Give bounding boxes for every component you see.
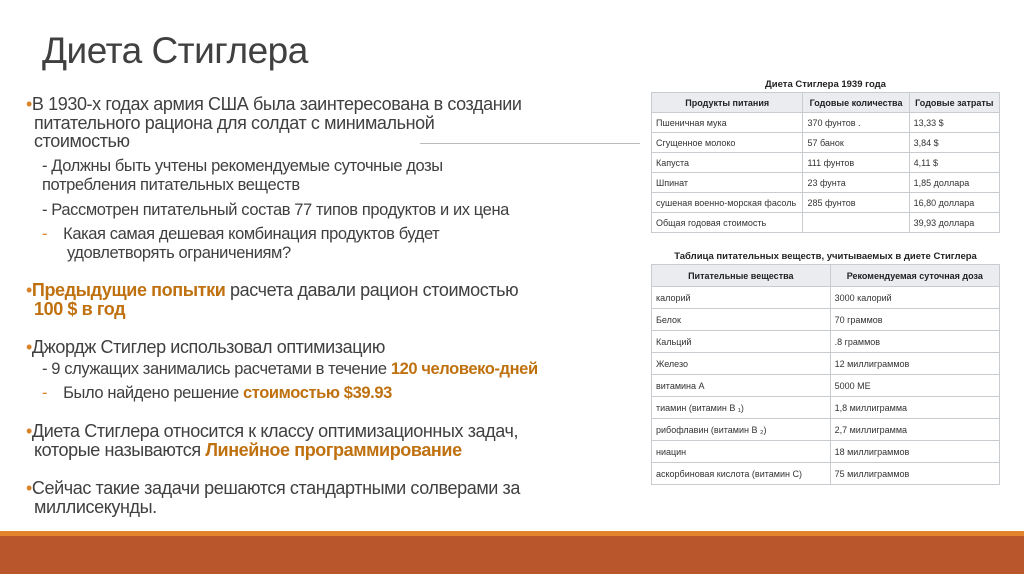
table-cell: Шпинат: [652, 173, 803, 193]
dash-icon: -: [42, 384, 48, 402]
table-row: [652, 133, 1000, 153]
column-header: Питательные вещества: [652, 265, 831, 287]
table-row: [652, 153, 1000, 173]
bullet-line: [34, 113, 434, 133]
text: миллисекунды.: [34, 497, 157, 517]
table-row: [652, 173, 1000, 193]
bullet-line: [42, 156, 443, 176]
table-row: [652, 441, 1000, 463]
table-cell: 70 граммов: [830, 309, 999, 331]
bullet-line: [34, 440, 462, 460]
text: удовлетворять ограничениям?: [67, 244, 291, 262]
table-cell: Железо: [652, 353, 831, 375]
bullet-item: [26, 94, 522, 114]
table-cell: 12 миллиграммов: [830, 353, 999, 375]
table-cell: 4,11 $: [909, 153, 999, 173]
text: - Должны быть учтены рекомендуемые суточные дозы: [42, 157, 443, 175]
text: стоимостью: [34, 131, 130, 151]
table-cell: 370 фунтов .: [803, 113, 909, 133]
bullet-item: [26, 337, 385, 357]
table-cell: витамина А: [652, 375, 831, 397]
text: В 1930-х годах армия США была заинтересована в создании: [31, 94, 522, 114]
table-row: [652, 113, 1000, 133]
table-cell: тиамин (витамин В ₁): [652, 397, 831, 419]
table-cell: Белок: [652, 309, 831, 331]
bullet-item: [26, 421, 518, 441]
text: потребления питательных веществ: [42, 176, 300, 194]
table-header-row: [652, 93, 1000, 113]
table-row: [652, 419, 1000, 441]
table-cell: Сгущенное молоко: [652, 133, 803, 153]
table-cell: 5000 МЕ: [830, 375, 999, 397]
table-row: [652, 397, 1000, 419]
table-cell: Кальций: [652, 331, 831, 353]
table-row: [652, 193, 1000, 213]
text: Диета Стиглера относится к классу оптимизационных задач,: [31, 421, 519, 441]
table-cell: 1,8 миллиграмма: [830, 397, 999, 419]
table-cell: 39,93 доллара: [909, 213, 999, 233]
bullet-line: [42, 175, 300, 195]
nutrients-table-title: Таблица питательных веществ, учитываемых в диете Стиглера: [674, 251, 977, 262]
table-cell: 13,33 $: [909, 113, 999, 133]
column-header: Рекомендуемая суточная доза: [830, 265, 999, 287]
table-cell: 18 миллиграммов: [830, 441, 999, 463]
table-cell: 75 миллиграммов: [830, 463, 999, 485]
column-header: Годовые количества: [803, 93, 909, 113]
text: которые называются: [34, 440, 206, 460]
table-cell: ниацин: [652, 441, 831, 463]
table-row: [652, 309, 1000, 331]
table-cell: калорий: [652, 287, 831, 309]
text: Сейчас такие задачи решаются стандартными солверами за: [31, 478, 521, 498]
table-cell: рибофлавин (витамин В ₂): [652, 419, 831, 441]
bullet-item: [26, 280, 518, 300]
text: - 9 служащих занимались расчетами в течение: [42, 360, 391, 378]
text: питательного рациона для солдат с минимальной: [34, 113, 435, 133]
table-cell: 23 фунта: [803, 173, 909, 193]
slide-title: Диета Стиглера: [42, 30, 308, 71]
table-row: [652, 213, 1000, 233]
highlight-text: 120 человеко-дней: [390, 360, 538, 378]
bullet-icon: •: [26, 337, 32, 357]
bullet-icon: •: [26, 280, 32, 300]
table-cell: 285 фунтов: [803, 193, 909, 213]
table-cell: 57 банок: [803, 133, 909, 153]
footer-bar: [0, 536, 1024, 574]
text: Было найдено решение: [63, 384, 244, 402]
dash-icon: -: [42, 225, 48, 243]
highlight-text: стоимостью $39.93: [243, 384, 392, 402]
table-cell: сушеная военно-морская фасоль: [652, 193, 803, 213]
highlight-text: 100 $ в год: [34, 299, 126, 319]
bullet-icon: •: [26, 421, 32, 441]
table-cell: [803, 213, 909, 233]
bullet-line: [42, 200, 509, 220]
table-cell: 3,84 $: [909, 133, 999, 153]
table-cell: Общая годовая стоимость: [652, 213, 803, 233]
bullet-icon: •: [26, 478, 32, 498]
table-cell: Капуста: [652, 153, 803, 173]
table-header-row: [652, 265, 1000, 287]
column-header: Годовые затраты: [909, 93, 999, 113]
table-row: [652, 375, 1000, 397]
bullet-line: [42, 383, 392, 403]
diet-table-title: Диета Стиглера 1939 года: [765, 79, 886, 90]
table-cell: 3000 калорий: [830, 287, 999, 309]
nutrients-table: [651, 264, 1000, 485]
table-row: [652, 353, 1000, 375]
bullet-item: [26, 478, 520, 498]
bullet-icon: •: [26, 94, 32, 114]
table-cell: аскорбиновая кислота (витамин С): [652, 463, 831, 485]
bullet-line: [34, 497, 157, 517]
table-cell: .8 граммов: [830, 331, 999, 353]
divider-line: [420, 143, 640, 144]
table-cell: Пшеничная мука: [652, 113, 803, 133]
table-row: [652, 287, 1000, 309]
bullet-line: [34, 299, 125, 319]
table-cell: 1,85 доллара: [909, 173, 999, 193]
text: Джордж Стиглер использовал оптимизацию: [31, 337, 385, 357]
bullet-line: [42, 224, 439, 244]
text: - Рассмотрен питательный состав 77 типов продуктов и их цена: [42, 201, 509, 219]
diet-table: [651, 92, 1000, 233]
text: расчета давали рацион стоимостью: [225, 280, 519, 300]
highlight-text: Предыдущие попытки: [31, 280, 226, 300]
bullet-line: [34, 131, 130, 151]
column-header: Продукты питания: [652, 93, 803, 113]
table-row: [652, 463, 1000, 485]
text: Какая самая дешевая комбинация продуктов будет: [63, 225, 440, 243]
table-cell: 16,80 доллара: [909, 193, 999, 213]
bullet-line: [67, 243, 291, 263]
table-cell: 111 фунтов: [803, 153, 909, 173]
highlight-text: Линейное программирование: [205, 440, 462, 460]
table-cell: 2,7 миллиграмма: [830, 419, 999, 441]
bullet-line: [42, 359, 538, 379]
table-row: [652, 331, 1000, 353]
